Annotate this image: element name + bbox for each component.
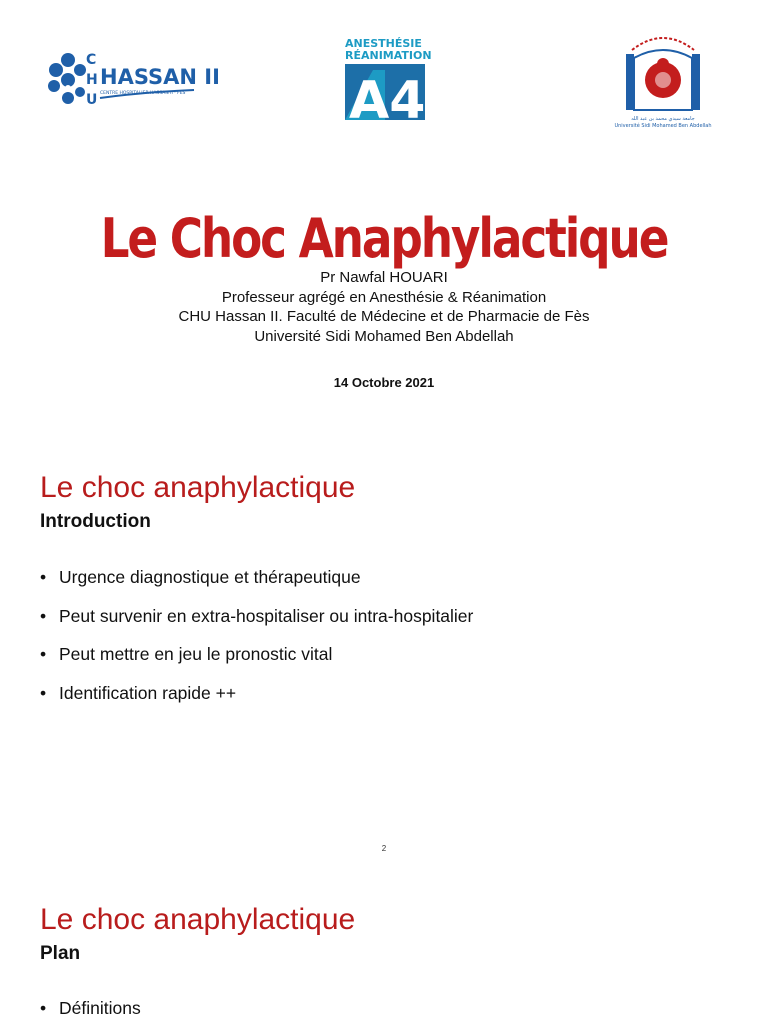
bullet-text: Peut mettre en jeu le pronostic vital bbox=[59, 644, 333, 664]
anesthesie-reanimation-a4-logo bbox=[343, 36, 432, 131]
plan-bullet-list bbox=[40, 998, 141, 1019]
main-title: Le Choc Anaphylactique bbox=[100, 207, 668, 271]
author-name: Pr Nawfal HOUARI bbox=[320, 269, 448, 286]
introduction-bullet-list bbox=[40, 567, 473, 721]
list-item bbox=[40, 998, 141, 1019]
author-position: Professeur agrégé en Anesthésie & Réanimation bbox=[221, 288, 547, 306]
presentation-date: 14 Octobre 2021 bbox=[333, 375, 435, 390]
svg-text:A4: A4 bbox=[349, 71, 426, 131]
bullet-text: Urgence diagnostique et thérapeutique bbox=[59, 567, 361, 587]
slide-subtitle-introduction: Introduction bbox=[40, 511, 151, 532]
svg-text:جامعة سيدي محمد بن عبد الله: جامعة سيدي محمد بن عبد الله bbox=[631, 116, 695, 122]
university-sidi-mohamed-ben-abdellah-logo bbox=[610, 30, 716, 130]
svg-text:U: U bbox=[86, 92, 98, 108]
slide-title-plan: Le choc anaphylactique bbox=[40, 903, 356, 936]
svg-text:ANESTHÉSIE: ANESTHÉSIE bbox=[345, 37, 422, 50]
list-item bbox=[40, 683, 473, 722]
bullet-icon: • bbox=[40, 605, 47, 626]
list-item bbox=[40, 644, 473, 683]
bullet-icon: • bbox=[40, 998, 47, 1018]
list-item bbox=[40, 606, 473, 645]
author-university: Université Sidi Mohamed Ben Abdellah bbox=[254, 327, 514, 345]
bullet-icon: • bbox=[40, 644, 47, 664]
author-affiliation: CHU Hassan II. Faculté de Médecine et de Pharmacie de Fès bbox=[178, 308, 590, 325]
svg-text:HASSAN II: HASSAN II bbox=[100, 65, 220, 89]
bullet-text: Identification rapide ++ bbox=[59, 682, 237, 703]
bullet-icon: • bbox=[40, 682, 47, 703]
bullet-text: Définitions bbox=[59, 998, 141, 1018]
chu-hassan-ii-logo bbox=[44, 40, 220, 118]
slide-subtitle-plan: Plan bbox=[40, 943, 81, 964]
author-block bbox=[0, 268, 768, 346]
page-number: 2 bbox=[381, 844, 387, 853]
bullet-icon: • bbox=[40, 567, 47, 587]
slide-title-introduction: Le choc anaphylactique bbox=[40, 471, 356, 504]
list-item bbox=[40, 567, 473, 606]
svg-text:H: H bbox=[86, 72, 98, 88]
svg-text:Université Sidi Mohamed Ben Ab: Université Sidi Mohamed Ben Abdellah bbox=[614, 123, 712, 129]
svg-text:RÉANIMATION: RÉANIMATION bbox=[345, 49, 432, 62]
bullet-text: Peut survenir en extra-hospitaliser ou intra-hospitalier bbox=[59, 605, 474, 626]
svg-text:CENTRE HOSPITALIER HASSAN II ·: CENTRE HOSPITALIER HASSAN II · FES bbox=[100, 91, 186, 96]
chu-c-letter: C bbox=[86, 52, 97, 68]
